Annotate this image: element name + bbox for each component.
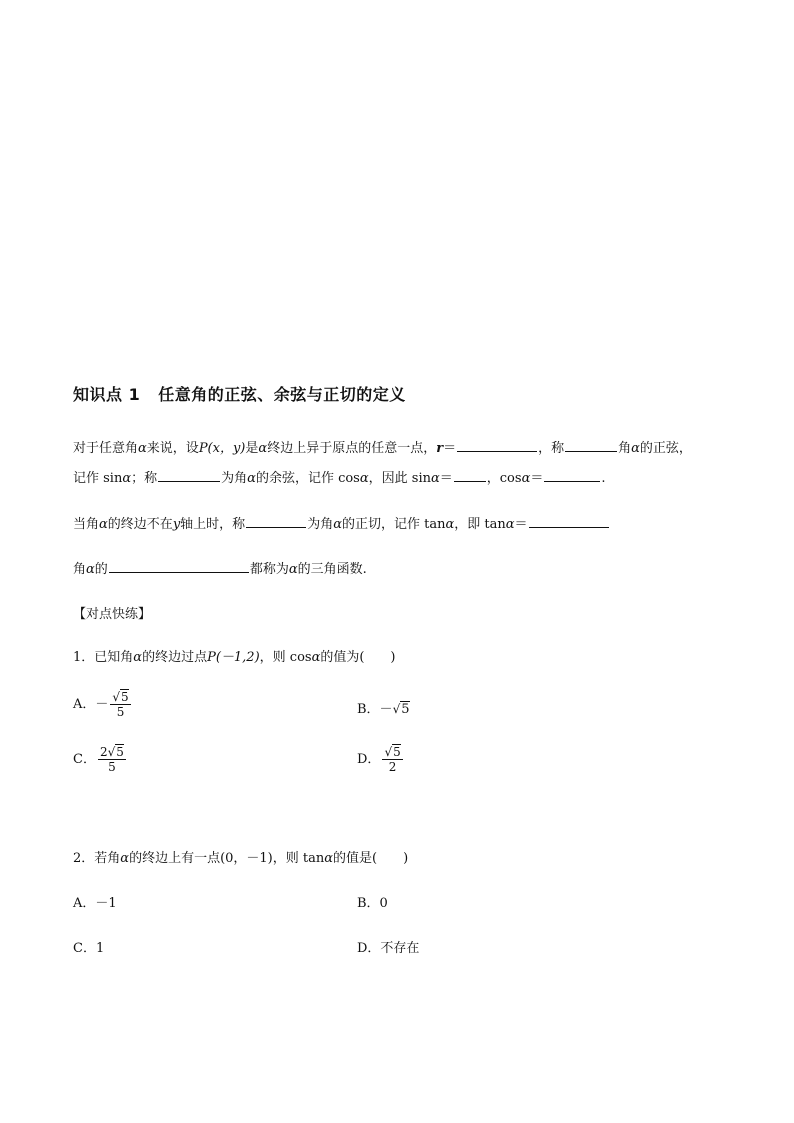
q2-option-b[interactable]: B．0: [357, 896, 388, 911]
question-2-stem: [73, 849, 408, 869]
coefficient: 2: [99, 745, 108, 759]
text-segment: ，即 tan: [454, 517, 506, 532]
option-label: A．－: [73, 697, 109, 712]
text-segment: 的余弦，记作 cos: [255, 471, 360, 486]
alpha-symbol: α: [445, 517, 455, 532]
point-label: P(－1,2): [207, 650, 260, 665]
definition-line-2: [73, 467, 606, 489]
alpha-symbol: α: [333, 517, 342, 532]
question-1-stem: [73, 648, 396, 668]
alpha-symbol: α: [359, 471, 369, 486]
text-segment: 的正切，记作 tan: [341, 517, 446, 532]
blank-tangent[interactable]: [246, 513, 306, 528]
text-segment: 轴上时，称: [180, 517, 246, 532]
alpha-symbol: α: [631, 441, 640, 456]
q2-option-d[interactable]: D．不存在: [357, 941, 420, 956]
practice-header: 【对点快练】: [73, 607, 152, 622]
text-segment: 是: [245, 441, 259, 456]
equals-sign: ＝: [439, 471, 453, 486]
alpha-symbol: α: [430, 471, 440, 486]
alpha-symbol: α: [258, 441, 268, 456]
section-number: 知识点 1: [73, 385, 141, 404]
definition-line-3: [73, 513, 610, 535]
fraction: [98, 745, 126, 774]
denominator: 2: [388, 760, 397, 774]
text-segment: 的终边上有一点(0，－1)，则 tan: [129, 851, 325, 866]
text-segment: ，因此 sin: [368, 471, 431, 486]
text-segment: 的正弦，: [639, 441, 692, 456]
text-segment: ，cos: [486, 471, 522, 486]
alpha-symbol: α: [120, 851, 130, 866]
text-segment: 的三角函数.: [297, 562, 367, 577]
option-label: D．: [357, 752, 381, 767]
blank-sine[interactable]: [565, 437, 617, 452]
text-segment: 来说，设: [146, 441, 199, 456]
point-label: P(x，y): [198, 441, 246, 456]
fraction: [110, 690, 130, 719]
alpha-symbol: α: [521, 471, 531, 486]
blank-r[interactable]: [457, 437, 537, 452]
alpha-symbol: α: [505, 517, 515, 532]
fraction: [382, 745, 402, 774]
r-symbol: r: [436, 441, 444, 456]
blank-cosine[interactable]: [158, 467, 220, 482]
text-segment: .: [601, 471, 606, 486]
y-symbol: y: [172, 517, 181, 532]
alpha-symbol: α: [247, 471, 256, 486]
blank-functions[interactable]: [109, 558, 249, 573]
text-segment: 2．若角: [73, 851, 121, 866]
text-segment: 的: [94, 562, 108, 577]
blank-cos-value[interactable]: [544, 467, 600, 482]
radical-icon: √: [112, 690, 121, 704]
section-title: [73, 382, 406, 405]
q1-option-a[interactable]: [73, 690, 133, 719]
equals-sign: ＝: [514, 517, 528, 532]
q2-option-c[interactable]: C．1: [73, 941, 105, 956]
denominator: 5: [116, 705, 125, 719]
radical-icon: √: [107, 745, 116, 759]
option-label: C．: [73, 752, 96, 767]
blank-tan-value[interactable]: [529, 513, 609, 528]
alpha-symbol: α: [86, 562, 95, 577]
alpha-symbol: α: [324, 851, 334, 866]
definition-line-4: [73, 558, 367, 580]
alpha-symbol: α: [133, 650, 143, 665]
radicand: 5: [401, 702, 410, 717]
text-segment: 终边上异于原点的任意一点，: [267, 441, 437, 456]
text-segment: 为角: [307, 517, 334, 532]
text-segment: 为角: [221, 471, 248, 486]
text-segment: 的值为( ): [320, 650, 396, 665]
q1-option-c[interactable]: [73, 745, 128, 774]
text-segment: 当角: [73, 517, 100, 532]
blank-sin-value[interactable]: [454, 467, 486, 482]
text-segment: 记作 sin: [73, 471, 123, 486]
radicand: 5: [121, 690, 129, 704]
text-segment: 对于任意角: [73, 441, 139, 456]
definition-line-1: [73, 437, 692, 459]
radicand: 5: [393, 745, 401, 759]
denominator: 5: [108, 760, 116, 774]
text-segment: 1．已知角: [73, 650, 134, 665]
alpha-symbol: α: [288, 562, 298, 577]
equals-sign: ＝: [443, 441, 457, 456]
alpha-symbol: α: [99, 517, 108, 532]
q2-option-a[interactable]: A．－1: [73, 896, 117, 911]
alpha-symbol: α: [311, 650, 321, 665]
q1-option-b[interactable]: [357, 699, 410, 720]
text-segment: 的值是( ): [333, 851, 409, 866]
radical-icon: √: [392, 702, 401, 716]
text-segment: 的终边过点: [142, 650, 208, 665]
q1-option-d[interactable]: [357, 745, 405, 774]
text-segment: 角: [618, 441, 632, 456]
equals-sign: ＝: [530, 471, 544, 486]
text-segment: 都称为: [249, 562, 289, 577]
option-label: B．－: [357, 702, 393, 717]
text-segment: ；称: [131, 471, 158, 486]
alpha-symbol: α: [122, 471, 132, 486]
text-segment: 角: [73, 562, 87, 577]
alpha-symbol: α: [138, 441, 147, 456]
radicand: 5: [116, 745, 124, 759]
text-segment: 的终边不在: [107, 517, 173, 532]
text-segment: ，称: [538, 441, 565, 456]
radical-icon: √: [384, 745, 393, 759]
section-title-text: 任意角的正弦、余弦与正切的定义: [158, 385, 406, 404]
text-segment: ，则 cos: [259, 650, 312, 665]
